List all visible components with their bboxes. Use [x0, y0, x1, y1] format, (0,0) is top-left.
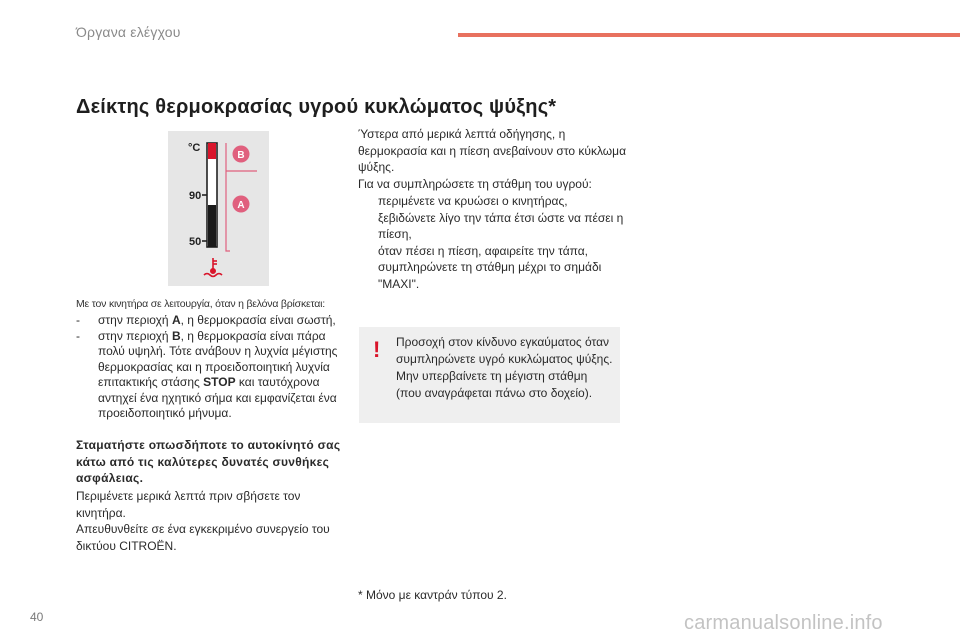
page-title: Δείκτης θερμοκρασίας υγρού κυκλώματος ψύξης*	[76, 96, 557, 118]
list-item: - στην περιοχή A, η θερμοκρασία είναι σωστή,	[76, 313, 336, 327]
exclamation-icon: !	[373, 337, 381, 362]
gauge-needle	[208, 143, 216, 159]
needle-zone-list	[76, 313, 344, 422]
caution-box	[359, 327, 620, 423]
page-number: 40	[30, 610, 44, 624]
gauge-graphic	[168, 131, 269, 286]
zone-b-label: B	[237, 150, 245, 161]
zone-a-label: A	[237, 200, 245, 211]
refill-lead: Για να συμπληρώσετε τη στάθμη του υγρού:	[358, 177, 592, 191]
header-accent-bar	[458, 33, 960, 37]
watermark: carmanualsonline.info	[684, 612, 883, 634]
gauge-unit: °C	[188, 142, 201, 154]
list-item: ξεβιδώνετε λίγο την τάπα έτσι ώστε να πέσει η πίεση,	[378, 210, 624, 242]
wait-paragraph: Περιμένετε μερικά λεπτά πριν σβήσετε τον κινητήρα.	[76, 489, 301, 520]
footnote: * Μόνο με καντράν τύπου 2.	[358, 588, 507, 602]
section-header: Όργανα ελέγχου	[76, 24, 181, 40]
stop-ref: STOP	[203, 375, 236, 389]
bullet-dash: -	[76, 313, 80, 327]
stop-warning: Σταματήστε οπωσδήποτε το αυτοκίνητό σας κάτω από τις καλύτερες δυνατές συνθήκες ασφάλειας.	[76, 438, 341, 485]
dealer-paragraph: Απευθυνθείτε σε ένα εγκεκριμένο συνεργείο του δικτύου CITROËN.	[76, 522, 330, 553]
list-item: περιμένετε να κρυώσει ο κινητήρας,	[378, 194, 568, 208]
bullet-dash: -	[76, 328, 80, 343]
gauge-caption: Με τον κινητήρα σε λειτουργία, όταν η βελόνα βρίσκεται:	[76, 298, 326, 310]
gauge-mark-low: 50	[189, 236, 202, 248]
list-item: συμπληρώνετε τη στάθμη μέχρι το σημάδι "MAXI".	[378, 260, 602, 291]
list-item: - στην περιοχή B, η θερμοκρασία είναι πάρα πολύ υψηλή. Τότε ανάβουν η λυχνία μέγιστης θερμοκρασίας και η προειδοποιητική λυχνία επιτακτικής στάσης STOP και ταυτόχρονα αντηχεί ένα ηχητικό σήμα και εμφανίζεται ένα προειδοποιητικό μήνυμα.	[76, 328, 338, 420]
refill-steps-list	[358, 193, 628, 293]
intro-paragraph: Ύστερα από μερικά λεπτά οδήγησης, η θερμοκρασία και η πίεση ανεβαίνουν στο κύκλωμα ψύξης.	[358, 127, 627, 175]
zone-a-ref: A	[171, 313, 181, 327]
zone-b-ref: B	[171, 328, 181, 343]
zone-line	[226, 143, 230, 251]
caution-text: Προσοχή στον κίνδυνο εγκαύματος όταν συμπληρώνετε υγρό κυκλώματος ψύξης. Μην υπερβαίνετε τη μέγιστη στάθμη (που αναγράφεται πάνω στο δοχείο).	[396, 335, 613, 400]
list-item: όταν πέσει η πίεση, αφαιρείτε την τάπα,	[378, 243, 589, 258]
coolant-gauge-illustration	[168, 131, 269, 286]
gauge-mark-high: 90	[189, 190, 202, 202]
coolant-temperature-icon	[204, 258, 222, 277]
